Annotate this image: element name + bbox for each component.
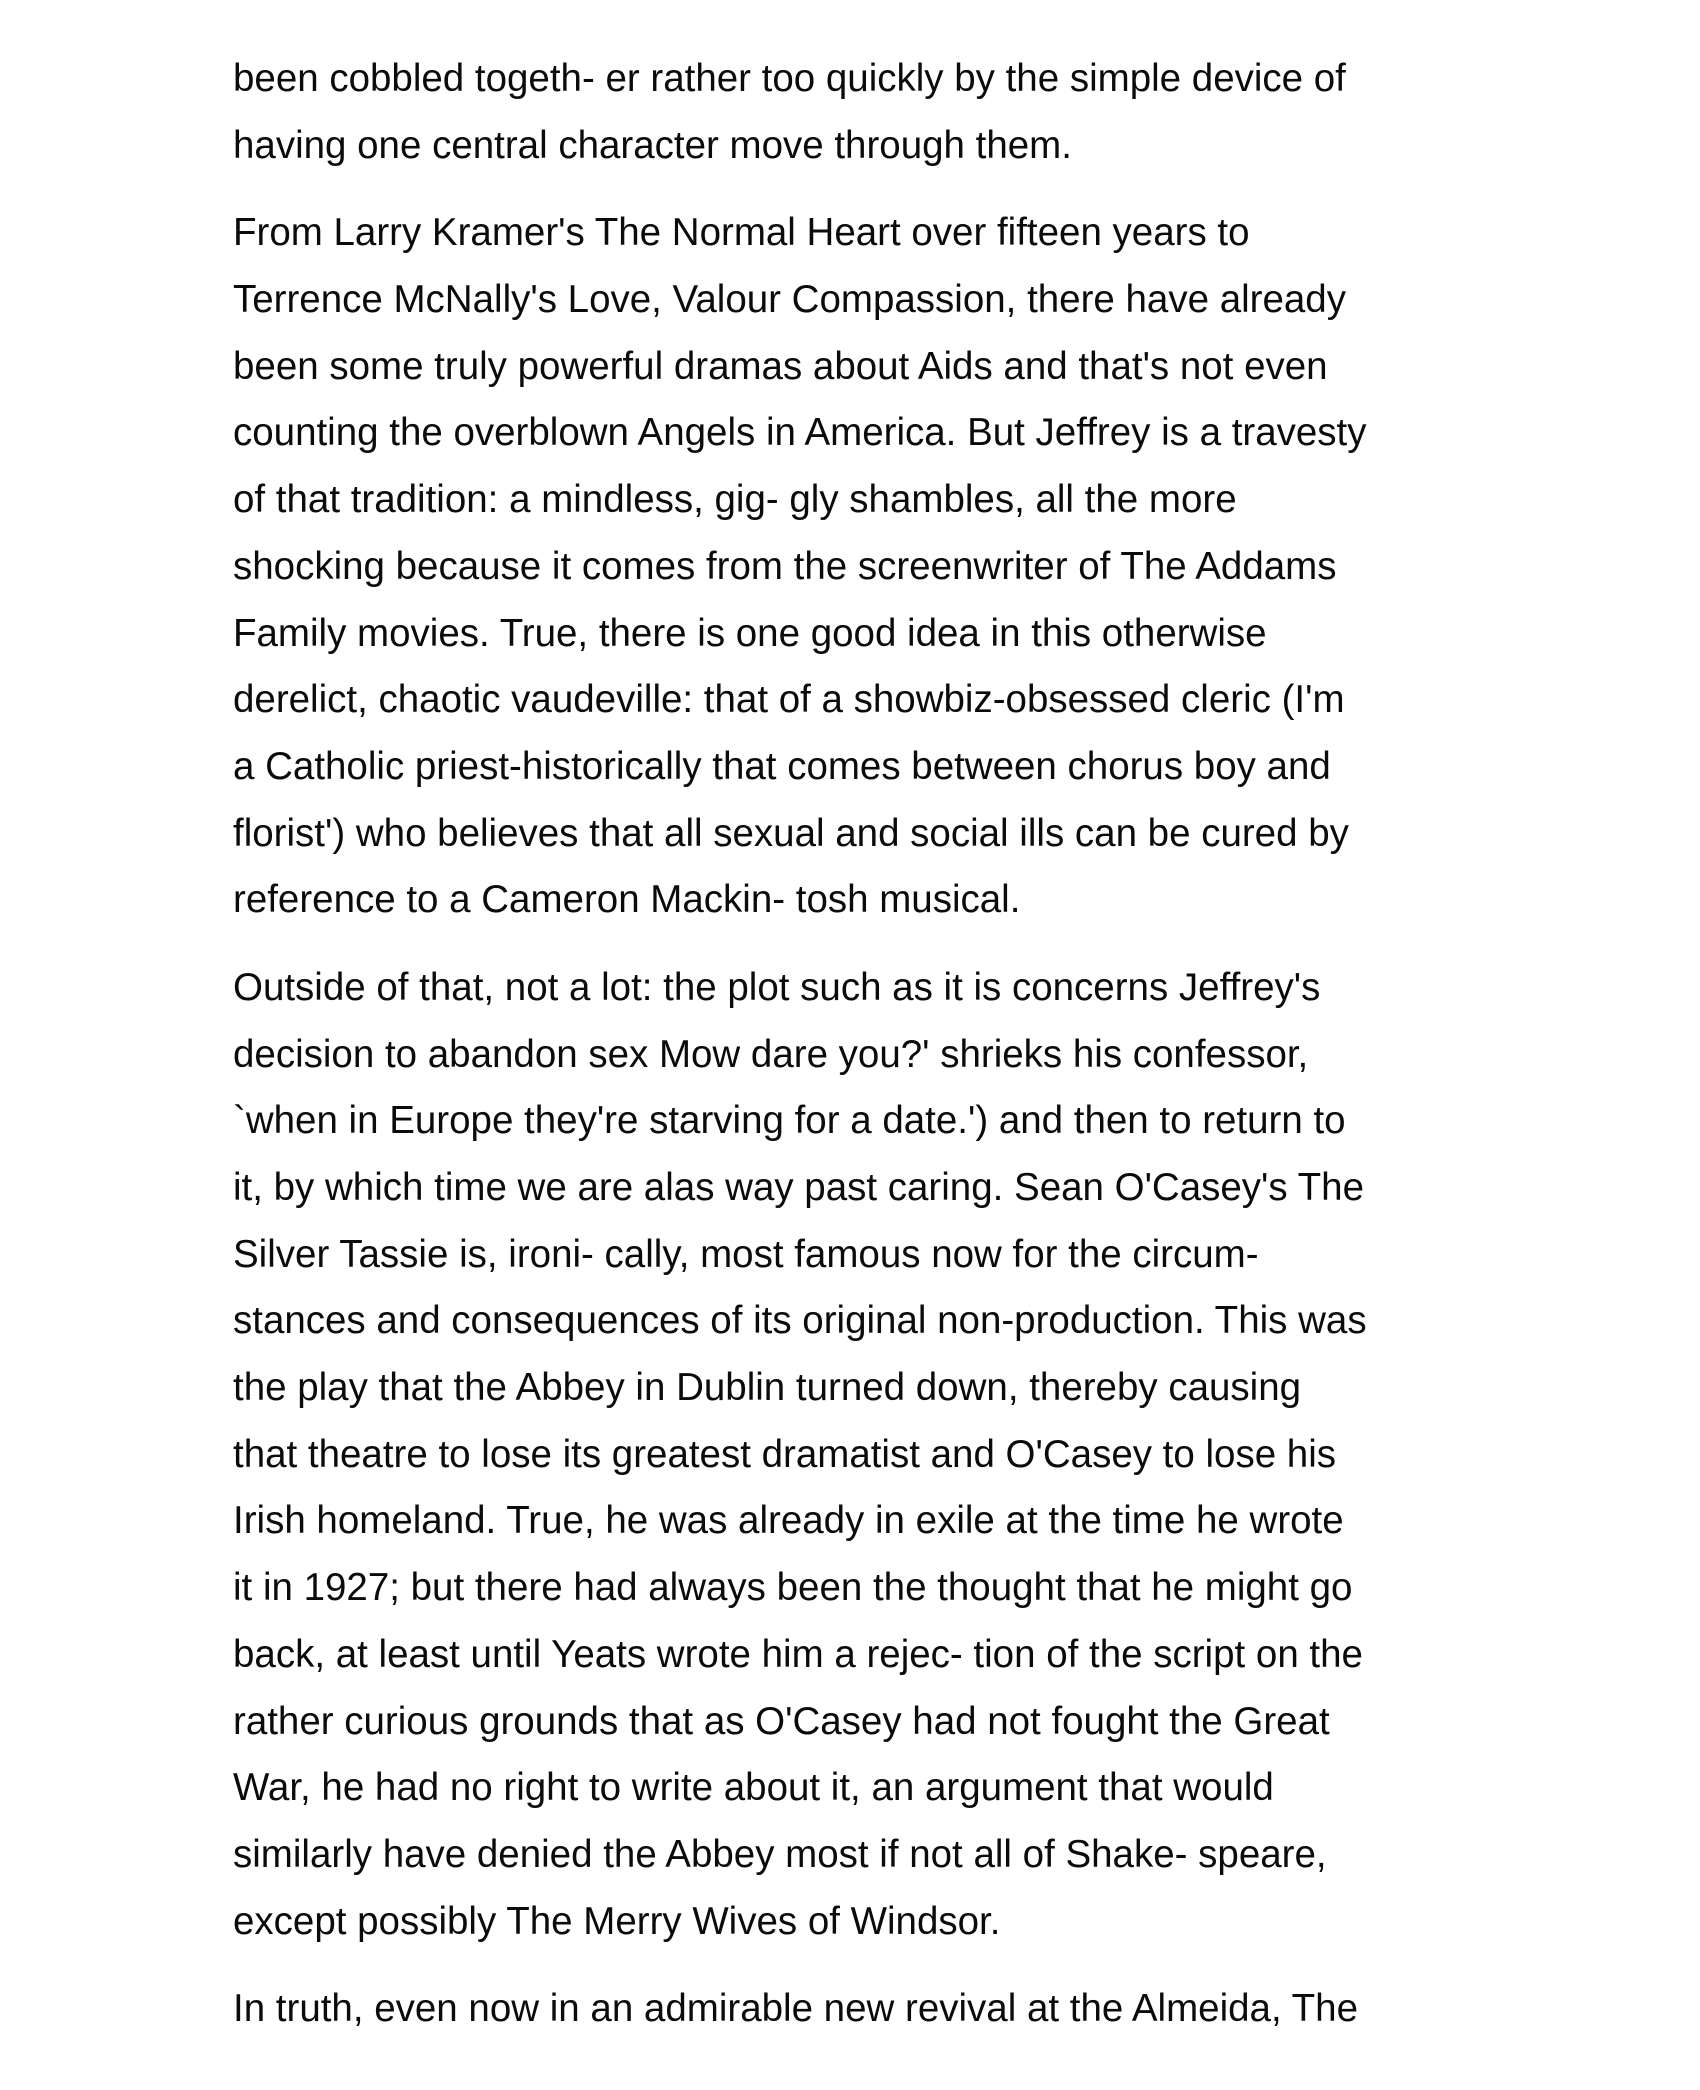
text-line: `when in Europe they're starving for a date.') and then to return to <box>233 1099 1346 1143</box>
text-line: From Larry Kramer's The Normal Heart over fifteen years to <box>233 211 1250 255</box>
text-line: Irish homeland. True, he was already in exile at the time he wrote <box>233 1499 1344 1543</box>
text-line: been cobbled togeth- er rather too quickly by the simple device of <box>233 57 1346 100</box>
text-line: derelict, chaotic vaudeville: that of a showbiz-obsessed cleric (I'm <box>233 678 1345 722</box>
text-line: having one central character move through them. <box>233 123 1072 167</box>
text-line: the play that the Abbey in Dublin turned down, thereby causing <box>233 1366 1302 1410</box>
text-line: In truth, even now in an admirable new revival at the Almeida, The <box>233 1987 1358 2031</box>
text-line: rather curious grounds that as O'Casey had not fought the Great <box>233 1699 1330 1743</box>
text-line: stances and consequences of its original non-production. This was <box>233 1299 1367 1343</box>
text-line: of that tradition: a mindless, gig- gly shambles, all the more <box>233 478 1237 522</box>
text-line: back, at least until Yeats wrote him a rejec- tion of the script on the <box>233 1632 1363 1676</box>
paragraph-3 <box>233 955 1503 1955</box>
text-line: War, he had no right to write about it, an argument that would <box>233 1766 1274 1810</box>
text-line: similarly have denied the Abbey most if not all of Shake- speare, <box>233 1832 1327 1876</box>
paragraph-1 <box>233 46 1503 179</box>
text-line: been some truly powerful dramas about Aids and that's not even <box>233 344 1328 388</box>
text-line: Silver Tassie is, ironi- cally, most famous now for the circum- <box>233 1232 1259 1276</box>
text-line: except possibly The Merry Wives of Windsor. <box>233 1899 1001 1943</box>
text-line: a Catholic priest-historically that comes between chorus boy and <box>233 744 1331 788</box>
paragraph-4 <box>233 1976 1503 2043</box>
text-line: counting the overblown Angels in America. But Jeffrey is a travesty <box>233 411 1367 455</box>
text-line: reference to a Cameron Mackin- tosh musical. <box>233 878 1021 922</box>
article-body <box>233 46 1503 2043</box>
text-line: Terrence McNally's Love, Valour Compassion, there have already <box>233 278 1346 322</box>
text-line: that theatre to lose its greatest dramatist and O'Casey to lose his <box>233 1432 1337 1476</box>
text-line: Outside of that, not a lot: the plot such as it is concerns Jeffrey's <box>233 965 1321 1009</box>
text-line: decision to abandon sex Mow dare you?' shrieks his confessor, <box>233 1032 1309 1076</box>
paragraph-2 <box>233 200 1503 934</box>
text-line: shocking because it comes from the screenwriter of The Addams <box>233 544 1337 588</box>
text-line: florist') who believes that all sexual and social ills can be cured by <box>233 811 1349 855</box>
text-line: Family movies. True, there is one good idea in this otherwise <box>233 611 1267 655</box>
text-line: it, by which time we are alas way past caring. Sean O'Casey's The <box>233 1166 1364 1209</box>
text-line: it in 1927; but there had always been the thought that he might go <box>233 1566 1353 1610</box>
